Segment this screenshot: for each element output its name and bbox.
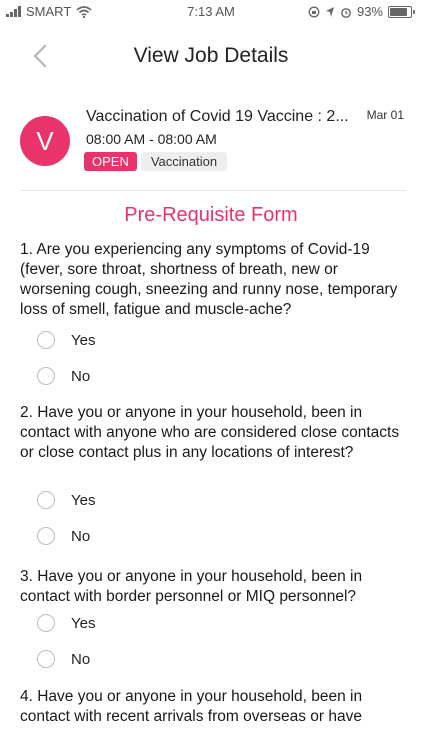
job-title: Vaccination of Covid 19 Vaccine : 2... xyxy=(86,108,349,125)
job-date: Mar 01 xyxy=(366,108,404,122)
radio-button[interactable] xyxy=(37,650,55,668)
job-card xyxy=(20,98,406,191)
location-icon xyxy=(325,6,335,18)
form-title: Pre-Requisite Form xyxy=(124,204,298,226)
radio-button[interactable] xyxy=(37,367,55,385)
radio-button[interactable] xyxy=(37,614,55,632)
option-label: Yes xyxy=(71,491,96,509)
job-tags xyxy=(84,152,227,171)
question-3-option-no[interactable] xyxy=(37,650,90,668)
option-label: No xyxy=(71,527,91,545)
page-title: View Job Details xyxy=(133,44,289,67)
status-time: 7:13 AM xyxy=(187,4,235,19)
radio-button[interactable] xyxy=(37,527,55,545)
question-1-option-yes[interactable] xyxy=(37,331,95,349)
question-1: 1. Are you experiencing any symptoms of Covid-19 (fever, sore throat, shortness of breath, new or worsening cough, sneezing and runny nose, temporary loss of smell, fatigue and muscle-ache? xyxy=(20,241,398,318)
radio-button[interactable] xyxy=(37,491,55,509)
lock-rotation-icon xyxy=(308,6,320,18)
status-badge: OPEN xyxy=(84,152,137,171)
option-label: No xyxy=(71,650,91,668)
question-2-option-no[interactable] xyxy=(37,527,90,545)
question-3-option-yes[interactable] xyxy=(37,614,95,632)
option-label: Yes xyxy=(71,331,96,349)
question-2: 2. Have you or anyone in your household, been in contact with anyone who are considered close contacts or close contact plus in any locations of interest? xyxy=(20,404,400,461)
question-3: 3. Have you or anyone in your household, been in contact with border personnel or MIQ personnel? xyxy=(20,568,363,605)
job-avatar: V xyxy=(20,116,70,166)
option-label: No xyxy=(71,367,91,385)
battery-percent: 93% xyxy=(356,4,383,19)
alarm-icon xyxy=(340,6,352,18)
option-label: Yes xyxy=(71,614,96,632)
radio-button[interactable] xyxy=(37,331,55,349)
battery-level xyxy=(390,8,407,16)
status-right xyxy=(308,4,412,19)
nav-header xyxy=(0,24,422,88)
status-bar xyxy=(0,0,422,24)
battery-icon xyxy=(388,6,412,18)
category-badge: Vaccination xyxy=(141,152,227,171)
question-1-option-no[interactable] xyxy=(37,367,90,385)
question-4: 4. Have you or anyone in your household, been in contact with recent arrivals from overseas or have xyxy=(20,688,363,725)
job-time: 08:00 AM - 08:00 AM xyxy=(86,131,217,147)
carrier-name: SMART xyxy=(26,4,72,19)
question-2-option-yes[interactable] xyxy=(37,491,95,509)
